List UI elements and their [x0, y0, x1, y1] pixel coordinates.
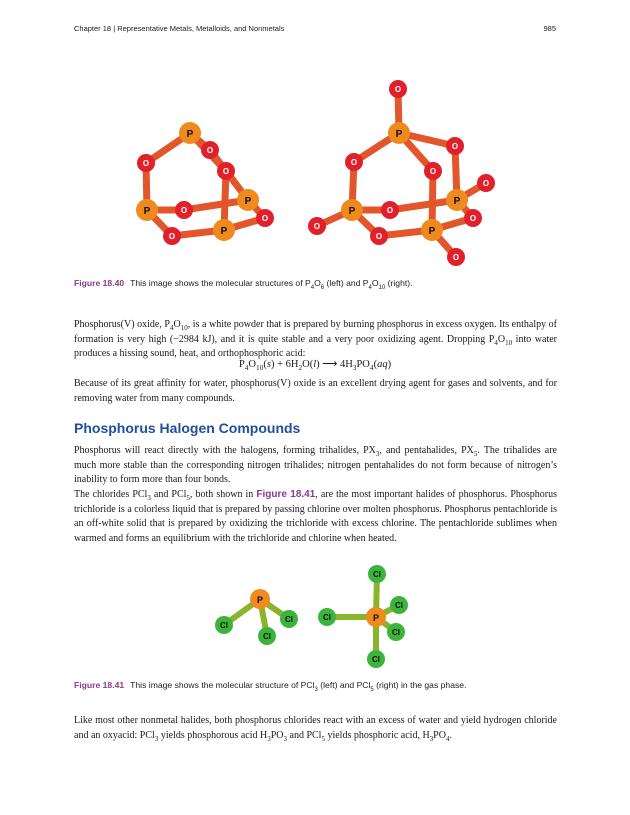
figure-p4o6-p4o10 [0, 70, 630, 275]
phosphorus-atom-label: P [186, 129, 194, 140]
phosphorus-atom-label: P [348, 206, 356, 217]
figure-caption: Figure 18.40 This image shows the molecular structures of $P_4O_6$ (left) and $P_4O_{10}$ (right). [74, 278, 413, 291]
oxygen-atom-label: O [222, 167, 230, 176]
figure-pcl3-pcl5 [0, 560, 630, 672]
phosphorus-atom-label: P [143, 206, 151, 217]
oxygen-atom-label: O [469, 214, 477, 223]
oxygen-atom-label: O [452, 253, 460, 262]
p4o6-molecule [136, 122, 274, 245]
chlorine-atom-label: Cl [220, 621, 228, 630]
phosphorus-atom-label: P [220, 226, 228, 237]
oxygen-atom-label: O [180, 206, 188, 215]
oxygen-atom-label: O [451, 142, 459, 151]
pcl3-molecule [215, 589, 298, 645]
figure-label: Figure 18.41 [74, 680, 125, 690]
oxygen-atom-label: O [206, 146, 214, 155]
oxygen-atom-label: O [482, 179, 490, 188]
chlorine-atom-label: Cl [392, 628, 400, 637]
section-heading: Phosphorus Halogen Compounds [74, 420, 301, 436]
chlorine-atom-label: Cl [373, 570, 381, 579]
chemical-equation: $P_4O_{10}(s) + 6H_2O(l)$ ⟶ $4H_3PO_4(aq)$ [238, 359, 392, 372]
chlorine-atom-label: Cl [395, 601, 403, 610]
oxygen-atom-label: O [313, 222, 321, 231]
phosphorus-atom-label: P [395, 129, 403, 140]
figure-caption: Figure 18.41 This image shows the molecular structure of PCl$_3$ (left) and PCl$_5$ (right) in the gas phase. [74, 680, 467, 693]
chlorine-atom-label: Cl [372, 655, 380, 664]
phosphorus-atom-label: P [256, 595, 264, 605]
chlorine-atom-label: Cl [263, 632, 271, 641]
paragraph: Because of its great affinity for water, phosphorus(V) oxide is an excellent drying agent for gases and solvents, and for removing water from many compounds. [74, 378, 557, 404]
phosphorus-atom-label: P [453, 196, 461, 207]
phosphorus-atom-label: P [428, 226, 436, 237]
oxygen-atom-label: O [394, 85, 402, 94]
oxygen-atom-label: O [142, 159, 150, 168]
paragraph: The chlorides PCl$_3$ and PCl$_5$, both shown in Figure 18.41, are the most important halides of phosphorus. Phosphorus trichloride is a colorless liquid that is prepared by passing chlorine over molten phosphorus. Phosphorus pentachloride is an off-white solid that is prepared by oxidizing the trichloride with excess chlorine. The pentachloride sublimes when warmed and forms an equilibrium with the trichloride and chlorine when heated. [74, 489, 558, 544]
pcl5-molecule [318, 565, 408, 668]
oxygen-atom-label: O [386, 206, 394, 215]
phosphorus-atom-label: P [372, 613, 380, 623]
chlorine-atom-label: Cl [285, 615, 293, 624]
chlorine-atom-label: Cl [323, 613, 331, 622]
p4o10-molecule [308, 80, 495, 266]
oxygen-atom-label: O [350, 158, 358, 167]
figure-label: Figure 18.40 [74, 278, 125, 288]
running-header: Chapter 18 | Representative Metals, Metalloids, and Nonmetals [74, 24, 285, 33]
oxygen-atom-label: O [168, 232, 176, 241]
paragraph: Like most other nonmetal halides, both phosphorus chlorides react with an excess of water and yield hydrogen chloride and an oxyacid: PCl$_3$ yields phosphorous acid $H_3PO_3$ and PCl$_5$ yields phosphoric acid, $H_3PO_4$. [74, 715, 557, 743]
paragraph: Phosphorus(V) oxide, $P_4O_{10}$, is a white powder that is prepared by burning phosphorus in excess oxygen. Its enthalpy of formation is very high (−2984 kJ), and it is quite stable and a very poor oxidizing agent. Dropping $P_4O_{10}$ into water produces a hissing sound, heat, and orthophosphoric acid: [74, 319, 558, 359]
oxygen-atom-label: O [261, 214, 269, 223]
paragraph: Phosphorus will react directly with the halogens, forming trihalides, $PX_3$, and pentahalides, $PX_5$. The trihalides are much more stable than the corresponding nitrogen trihalides; nitrogen pentahalides do not form because of nitrogen’s inability to form more than four bonds. [74, 445, 558, 485]
phosphorus-atom-label: P [244, 196, 252, 207]
page-number: 985 [543, 24, 556, 33]
oxygen-atom-label: O [375, 232, 383, 241]
figure-link[interactable]: Figure 18.41 [256, 489, 316, 500]
oxygen-atom-label: O [429, 167, 437, 176]
